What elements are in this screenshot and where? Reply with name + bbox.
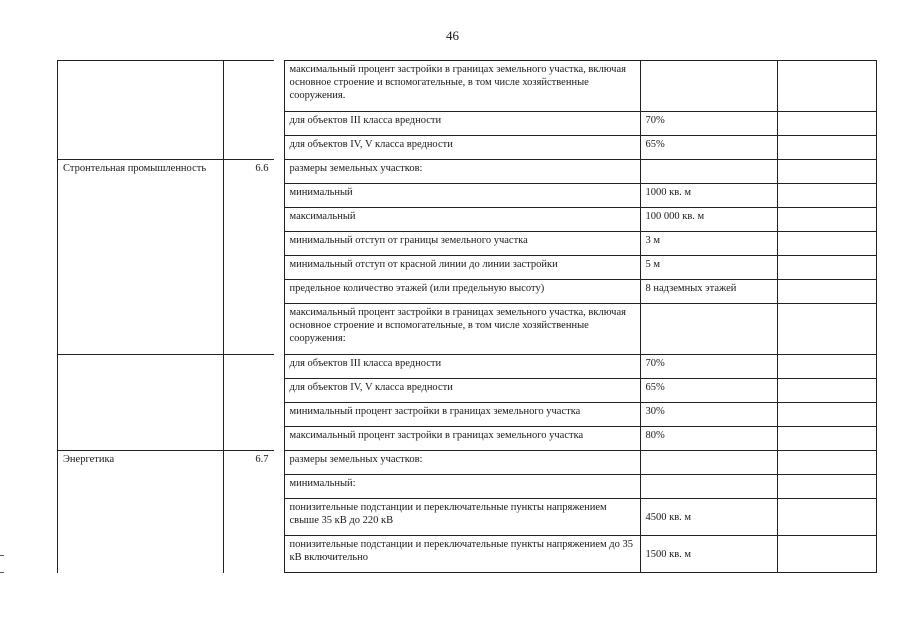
table-row xyxy=(58,136,877,160)
parameter-cell: для объектов IV, V класса вредности xyxy=(284,136,640,160)
use-type-cell xyxy=(58,256,224,280)
table-row xyxy=(58,499,877,536)
table-row xyxy=(58,184,877,208)
table-row xyxy=(58,232,877,256)
table-row xyxy=(58,475,877,499)
code-cell xyxy=(224,427,274,451)
table-row xyxy=(58,379,877,403)
code-cell xyxy=(224,208,274,232)
note-cell xyxy=(777,403,876,427)
note-cell xyxy=(777,427,876,451)
parameter-cell: для объектов III класса вредности xyxy=(284,355,640,379)
parameter-cell: предельное количество этажей (или предельную высоту) xyxy=(284,280,640,304)
parameter-cell: минимальный отступ от красной линии до линии застройки xyxy=(284,256,640,280)
value-cell: 70% xyxy=(640,112,777,136)
use-type-cell xyxy=(58,379,224,403)
value-cell xyxy=(640,451,777,475)
table-row xyxy=(58,208,877,232)
code-cell xyxy=(224,304,274,355)
note-cell xyxy=(777,208,876,232)
parameter-cell: размеры земельных участков: xyxy=(284,451,640,475)
use-type-cell: Энергетика xyxy=(58,451,224,475)
use-type-cell xyxy=(58,61,224,112)
code-cell xyxy=(224,184,274,208)
note-cell xyxy=(777,61,876,112)
parameter-cell: максимальный xyxy=(284,208,640,232)
table-row xyxy=(58,280,877,304)
value-cell: 30% xyxy=(640,403,777,427)
value-cell: 5 м xyxy=(640,256,777,280)
use-type-cell xyxy=(58,232,224,256)
use-type-cell xyxy=(58,355,224,379)
parameter-cell: размеры земельных участков: xyxy=(284,160,640,184)
use-type-cell xyxy=(58,499,224,536)
value-cell: 4500 кв. м xyxy=(640,499,777,536)
note-cell xyxy=(777,355,876,379)
use-type-cell xyxy=(58,427,224,451)
parameter-cell: максимальный процент застройки в границах земельного участка, включая основное строение и вспомогательные, в том числе хозяйственные сооружения. xyxy=(284,61,640,112)
code-cell xyxy=(224,112,274,136)
table-row xyxy=(58,256,877,280)
scan-edge-mark xyxy=(0,572,4,573)
value-cell xyxy=(640,475,777,499)
value-cell: 1500 кв. м xyxy=(640,536,777,573)
table-row xyxy=(58,160,877,184)
use-type-cell xyxy=(58,184,224,208)
note-cell xyxy=(777,536,876,573)
code-cell xyxy=(224,379,274,403)
code-cell xyxy=(224,536,274,573)
table-row xyxy=(58,451,877,475)
use-type-cell xyxy=(58,208,224,232)
parameter-cell: минимальный отступ от границы земельного участка xyxy=(284,232,640,256)
note-cell xyxy=(777,304,876,355)
value-cell xyxy=(640,61,777,112)
regulations-table xyxy=(57,60,877,573)
code-cell: 6.7 xyxy=(224,451,274,475)
value-cell: 80% xyxy=(640,427,777,451)
use-type-cell xyxy=(58,280,224,304)
note-cell xyxy=(777,475,876,499)
parameter-cell: минимальный: xyxy=(284,475,640,499)
value-cell: 70% xyxy=(640,355,777,379)
value-cell: 8 надземных этажей xyxy=(640,280,777,304)
note-cell xyxy=(777,136,876,160)
parameter-cell: понизительные подстанции и переключательные пункты напряжением до 35 кВ включительно xyxy=(284,536,640,573)
parameter-cell: максимальный процент застройки в границах земельного участка xyxy=(284,427,640,451)
use-type-cell: Стронтельная промышленность xyxy=(58,160,224,184)
note-cell xyxy=(777,280,876,304)
parameter-cell: минимальный процент застройки в границах земельного участка xyxy=(284,403,640,427)
table-row xyxy=(58,403,877,427)
note-cell xyxy=(777,232,876,256)
value-cell: 65% xyxy=(640,379,777,403)
value-cell xyxy=(640,160,777,184)
table-row xyxy=(58,304,877,355)
parameter-cell: понизительные подстанции и переключательные пункты напряжением свыше 35 кВ до 220 кВ xyxy=(284,499,640,536)
table-row xyxy=(58,112,877,136)
code-cell xyxy=(224,232,274,256)
table-row xyxy=(58,355,877,379)
use-type-cell xyxy=(58,475,224,499)
parameter-cell: минимальный xyxy=(284,184,640,208)
code-cell xyxy=(224,355,274,379)
code-cell xyxy=(224,499,274,536)
code-cell xyxy=(224,280,274,304)
use-type-cell xyxy=(58,136,224,160)
table-row xyxy=(58,427,877,451)
parameter-cell: максимальный процент застройки в границах земельного участка, включая основное строение и вспомогательные, в том числе хозяйственные сооружения: xyxy=(284,304,640,355)
note-cell xyxy=(777,499,876,536)
code-cell xyxy=(224,136,274,160)
use-type-cell xyxy=(58,112,224,136)
use-type-cell xyxy=(58,403,224,427)
value-cell: 100 000 кв. м xyxy=(640,208,777,232)
table-row xyxy=(58,61,877,112)
code-cell: 6.6 xyxy=(224,160,274,184)
note-cell xyxy=(777,256,876,280)
value-cell: 3 м xyxy=(640,232,777,256)
code-cell xyxy=(224,256,274,280)
scan-edge-mark xyxy=(0,555,4,556)
code-cell xyxy=(224,475,274,499)
table-row xyxy=(58,536,877,573)
value-cell xyxy=(640,304,777,355)
note-cell xyxy=(777,160,876,184)
value-cell: 1000 кв. м xyxy=(640,184,777,208)
code-cell xyxy=(224,403,274,427)
note-cell xyxy=(777,451,876,475)
use-type-cell xyxy=(58,536,224,573)
note-cell xyxy=(777,112,876,136)
note-cell xyxy=(777,184,876,208)
value-cell: 65% xyxy=(640,136,777,160)
page-number: 46 xyxy=(446,28,459,43)
note-cell xyxy=(777,379,876,403)
use-type-cell xyxy=(58,304,224,355)
parameter-cell: для объектов IV, V класса вредности xyxy=(284,379,640,403)
parameter-cell: для объектов III класса вредности xyxy=(284,112,640,136)
code-cell xyxy=(224,61,274,112)
